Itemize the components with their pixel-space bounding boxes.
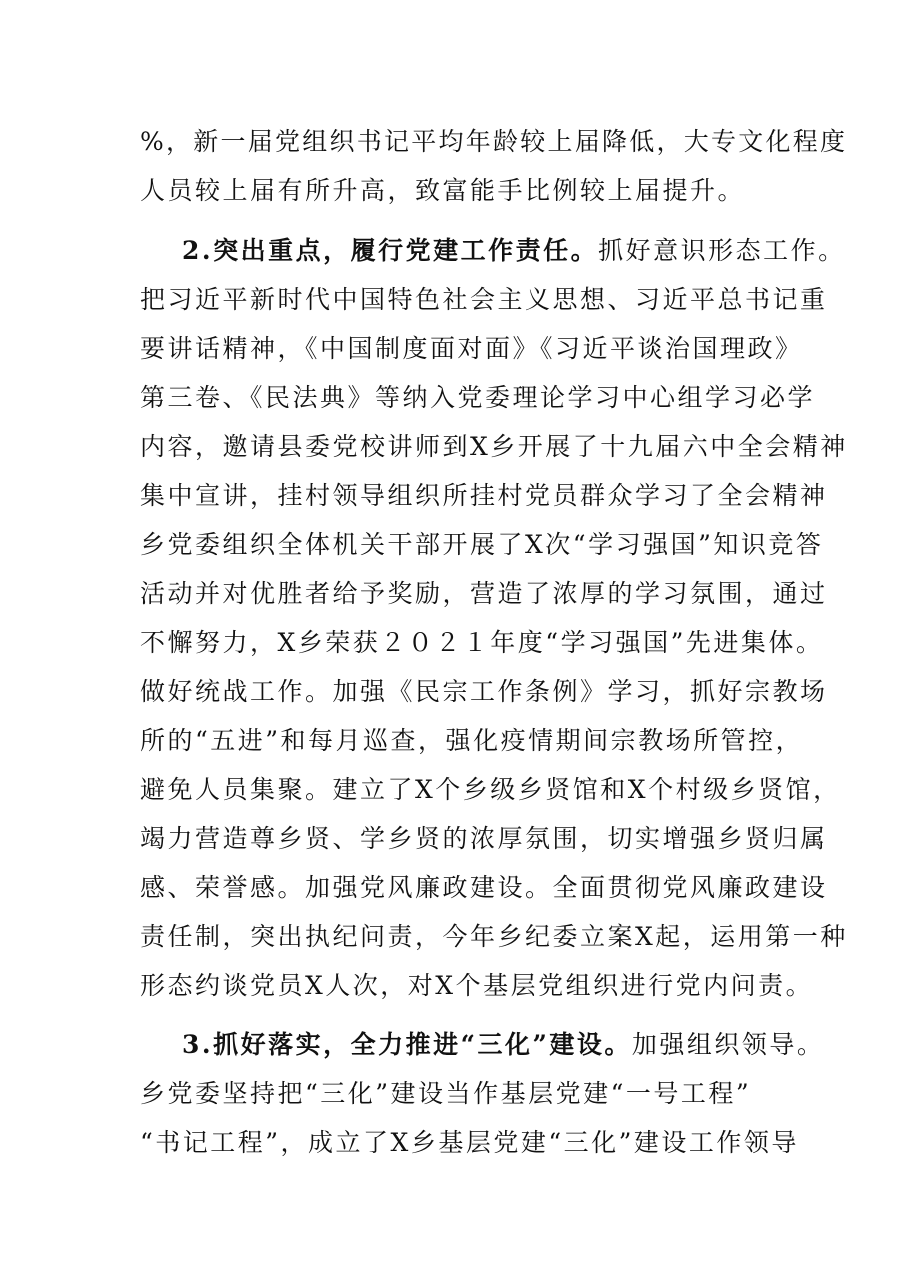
text-line-2: 人员较上届有所升高，致富能手比例较上届提升。 [140, 176, 746, 205]
section-2-lead-text: 抓好意识形态工作。 [598, 236, 846, 265]
section-2-heading: 2.突出重点，履行党建工作责任。 [182, 236, 599, 265]
text-line-14: 避免人员集聚。建立了X个乡级乡贤馆和X个村级乡贤馆， [140, 775, 841, 804]
text-line-9: 乡党委组织全体机关干部开展了X次“学习强国”知识竞答 [140, 530, 824, 559]
text-line-15: 竭力营造尊乡贤、学乡贤的浓厚氛围，切实增强乡贤归属 [140, 824, 828, 853]
text-line-16: 感、荣誉感。加强党风廉政建设。全面贯彻党风廉政建设 [140, 873, 828, 902]
text-line-12: 做好统战工作。加强《民宗工作条例》学习，抓好宗教场 [140, 677, 828, 706]
text-line-8: 集中宣讲，挂村领导组织所挂村党员群众学习了全会精神 [140, 481, 828, 510]
text-line-1: %，新一届党组织书记平均年龄较上届降低，大专文化程度 [140, 127, 848, 156]
text-line-21: “书记工程”，成立了X乡基层党建“三化”建设工作领导 [140, 1128, 799, 1157]
text-line-17: 责任制，突出执纪问责，今年乡纪委立案X起，运用第一种 [140, 922, 848, 951]
section-3-lead-text: 加强组织领导。 [631, 1030, 825, 1059]
text-line-11: 不懈努力，X乡荣获２０２１年度“学习强国”先进集体。 [140, 628, 824, 657]
text-line-10: 活动并对优胜者给予奖励，营造了浓厚的学习氛围，通过 [140, 579, 828, 608]
text-line-6: 第三卷、《民法典》等纳入党委理论学习中心组学习必学 [140, 383, 816, 412]
text-line-4: 把习近平新时代中国特色社会主义思想、习近平总书记重 [140, 285, 828, 314]
text-line-18: 形态约谈党员X人次，对X个基层党组织进行党内问责。 [140, 971, 814, 1000]
section-3-heading-line [182, 1022, 849, 1068]
text-line-20: 乡党委坚持把“三化”建设当作基层党建“一号工程” [140, 1079, 752, 1108]
section-3-heading: 3.抓好落实，全力推进“三化”建设。 [182, 1030, 632, 1059]
text-line-7: 内容，邀请县委党校讲师到X乡开展了十九届六中全会精神 [140, 432, 848, 461]
text-line-13: 所的“五进”和每月巡查，强化疫情期间宗教场所管控， [140, 726, 804, 755]
text-line-5: 要讲话精神，《中国制度面对面》《习近平谈治国理政》 [140, 334, 803, 363]
section-2-heading-line [182, 228, 849, 274]
